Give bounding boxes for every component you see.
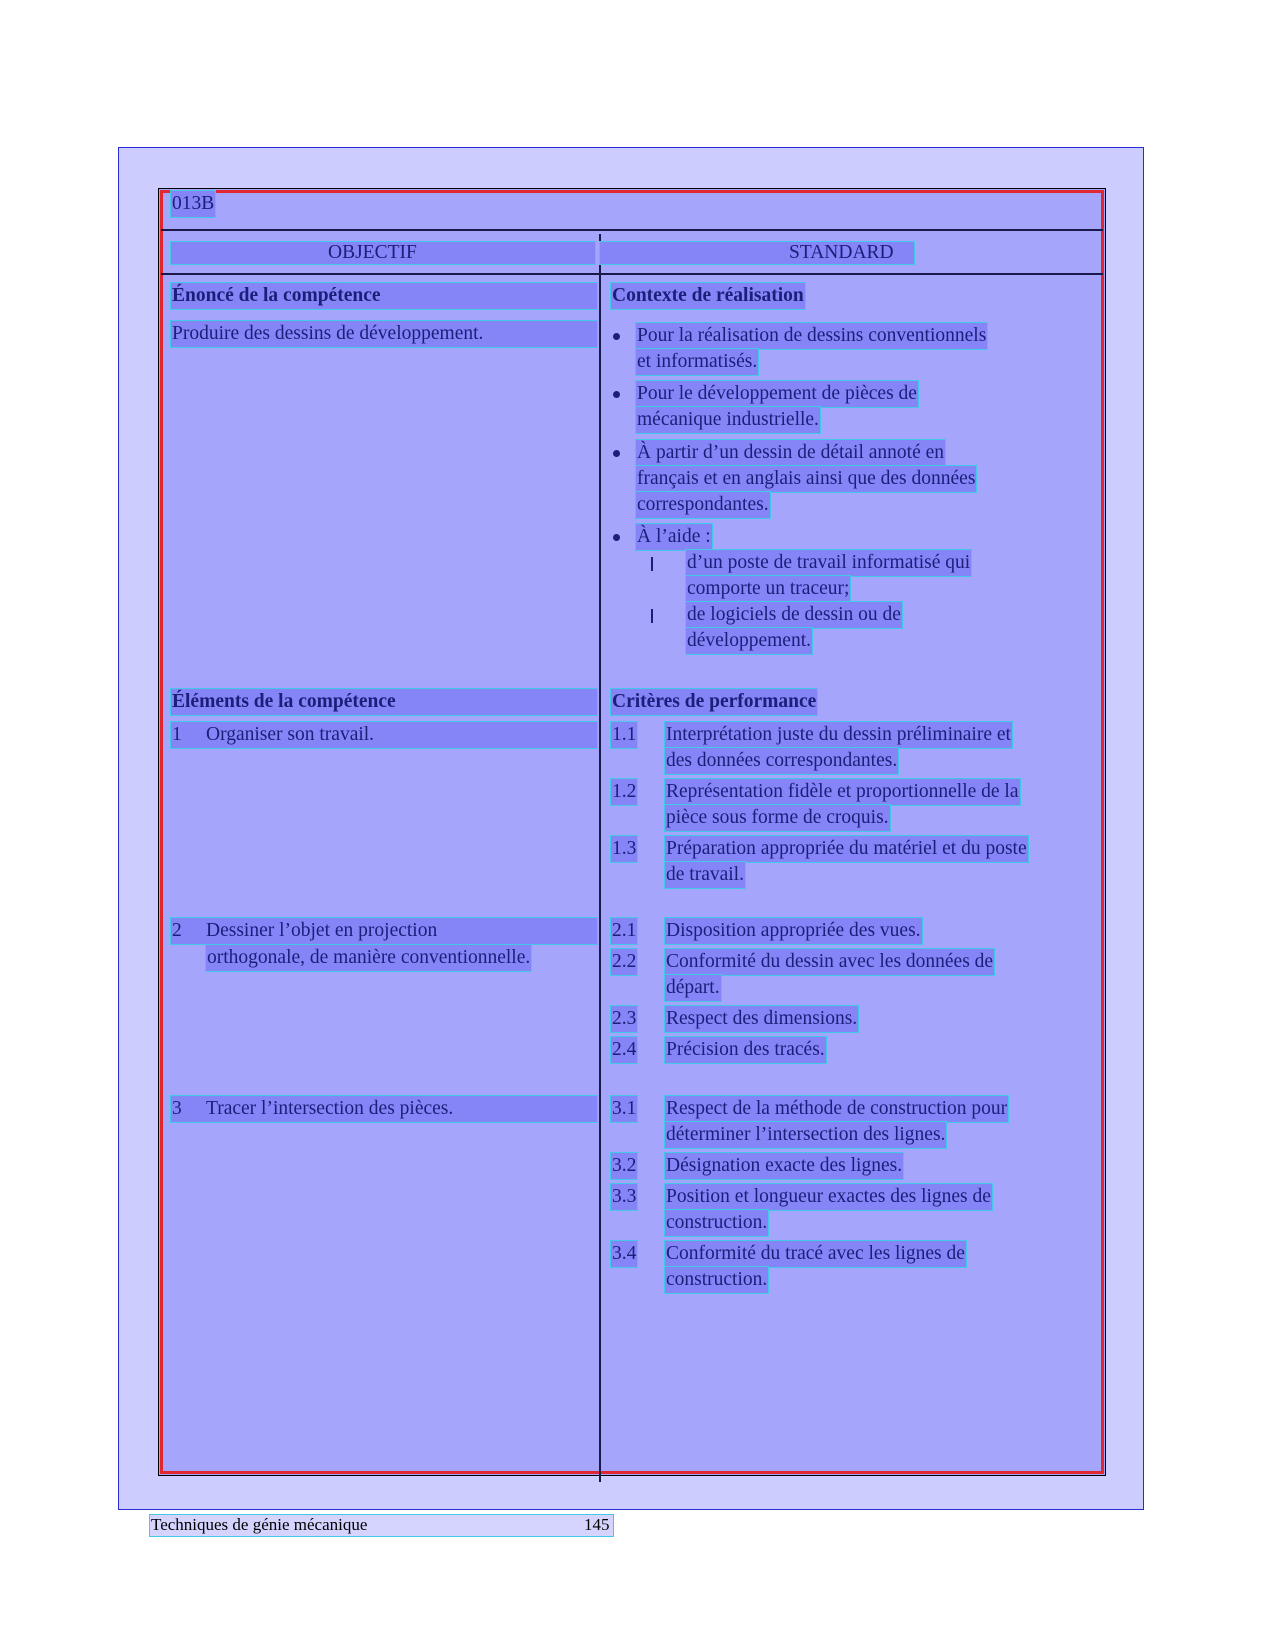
critere-2-1-line-1: Disposition appropriée des vues. <box>665 918 922 944</box>
element-number: 2 <box>172 920 182 941</box>
objectif-header: OBJECTIF <box>328 242 417 263</box>
critere-1-3-num: 1.3 <box>611 836 637 862</box>
element-text: Organiser son travail. <box>206 724 375 745</box>
critere-2-3-num: 2.3 <box>611 1006 637 1032</box>
critere-3-4-line-1: Conformité du tracé avec les lignes de <box>665 1241 966 1267</box>
element-number: 3 <box>172 1098 182 1119</box>
critere-2-4-num: 2.4 <box>611 1037 637 1063</box>
element-3 <box>171 1096 597 1122</box>
enonce-title: Énoncé de la compétence <box>171 283 597 309</box>
critere-3-3-num: 3.3 <box>611 1184 637 1210</box>
contexte-bullet-2-line-1: Pour le développement de pièces de <box>636 381 918 407</box>
element-1 <box>171 722 597 748</box>
element-2 <box>171 918 597 944</box>
header-divider-bottom <box>161 273 1103 275</box>
critere-3-4-line-2: construction. <box>665 1267 768 1293</box>
critere-1-2-line-1: Représentation fidèle et proportionnelle de la <box>665 779 1020 805</box>
contexte-bullet-1-line-1: Pour la réalisation de dessins conventionnels <box>636 323 987 349</box>
critere-2-4-line-1: Précision des tracés. <box>665 1037 826 1063</box>
contexte-sub-1-line-2: comporte un traceur; <box>686 576 850 602</box>
contexte-bullet-2-line-2: mécanique industrielle. <box>636 407 820 433</box>
critere-3-4-num: 3.4 <box>611 1241 637 1267</box>
standard-header: STANDARD <box>789 242 894 263</box>
element-text: Dessiner l’objet en projection <box>206 920 438 941</box>
elements-title: Éléments de la compétence <box>171 689 597 715</box>
contexte-sub-2-line-1: de logiciels de dessin ou de <box>686 602 902 628</box>
critere-1-2-num: 1.2 <box>611 779 637 805</box>
contexte-title: Contexte de réalisation <box>611 283 805 309</box>
column-divider <box>599 234 601 1482</box>
bullet-icon <box>613 333 620 340</box>
element-text: Tracer l’intersection des pièces. <box>206 1098 454 1119</box>
contexte-bullet-1-line-2: et informatisés. <box>636 349 758 375</box>
critere-1-2-line-2: pièce sous forme de croquis. <box>665 805 890 831</box>
contexte-bullet-3-line-2: français et en anglais ainsi que des données <box>636 466 976 492</box>
element-number: 1 <box>172 724 182 745</box>
contexte-bullet-3-line-1: À partir d’un dessin de détail annoté en <box>636 440 945 466</box>
dash-icon <box>651 609 653 623</box>
critere-3-2-num: 3.2 <box>611 1153 637 1179</box>
critere-2-2-line-1: Conformité du dessin avec les données de <box>665 949 994 975</box>
header-divider-top <box>161 229 1103 231</box>
dash-icon <box>651 557 653 571</box>
critere-1-1-num: 1.1 <box>611 722 637 748</box>
contexte-bullet-3-line-3: correspondantes. <box>636 492 770 518</box>
critere-1-3-line-2: de travail. <box>665 862 745 888</box>
critere-3-1-line-1: Respect de la méthode de construction pour <box>665 1096 1008 1122</box>
contexte-sub-2-line-2: développement. <box>686 628 812 654</box>
contexte-bullet-4-line-1: À l’aide : <box>636 524 712 550</box>
element-2-line-2: orthogonale, de manière conventionnelle. <box>206 945 531 971</box>
critere-2-3-line-1: Respect des dimensions. <box>665 1006 858 1032</box>
critere-1-1-line-2: des données correspondantes. <box>665 748 898 774</box>
critere-2-2-num: 2.2 <box>611 949 637 975</box>
criteres-title: Critères de performance <box>611 689 817 715</box>
competency-sheet <box>158 188 1106 1476</box>
critere-2-1-num: 2.1 <box>611 918 637 944</box>
page-number: 145 <box>584 1515 610 1534</box>
critere-3-3-line-2: construction. <box>665 1210 768 1236</box>
footer-title: Techniques de génie mécanique <box>151 1515 368 1534</box>
critere-1-3-line-1: Préparation appropriée du matériel et du poste <box>665 836 1028 862</box>
contexte-sub-1-line-1: d’un poste de travail informatisé qui <box>686 550 971 576</box>
critere-1-1-line-1: Interprétation juste du dessin préliminaire et <box>665 722 1012 748</box>
critere-3-1-num: 3.1 <box>611 1096 637 1122</box>
critere-2-2-line-2: départ. <box>665 975 721 1001</box>
competency-code: 013B <box>171 191 215 217</box>
bullet-icon <box>613 391 620 398</box>
bullet-icon <box>613 450 620 457</box>
bullet-icon <box>613 534 620 541</box>
critere-3-2-line-1: Désignation exacte des lignes. <box>665 1153 903 1179</box>
critere-3-1-line-2: déterminer l’intersection des lignes. <box>665 1122 946 1148</box>
critere-3-3-line-1: Position et longueur exactes des lignes de <box>665 1184 992 1210</box>
enonce-text: Produire des dessins de développement. <box>171 321 597 347</box>
